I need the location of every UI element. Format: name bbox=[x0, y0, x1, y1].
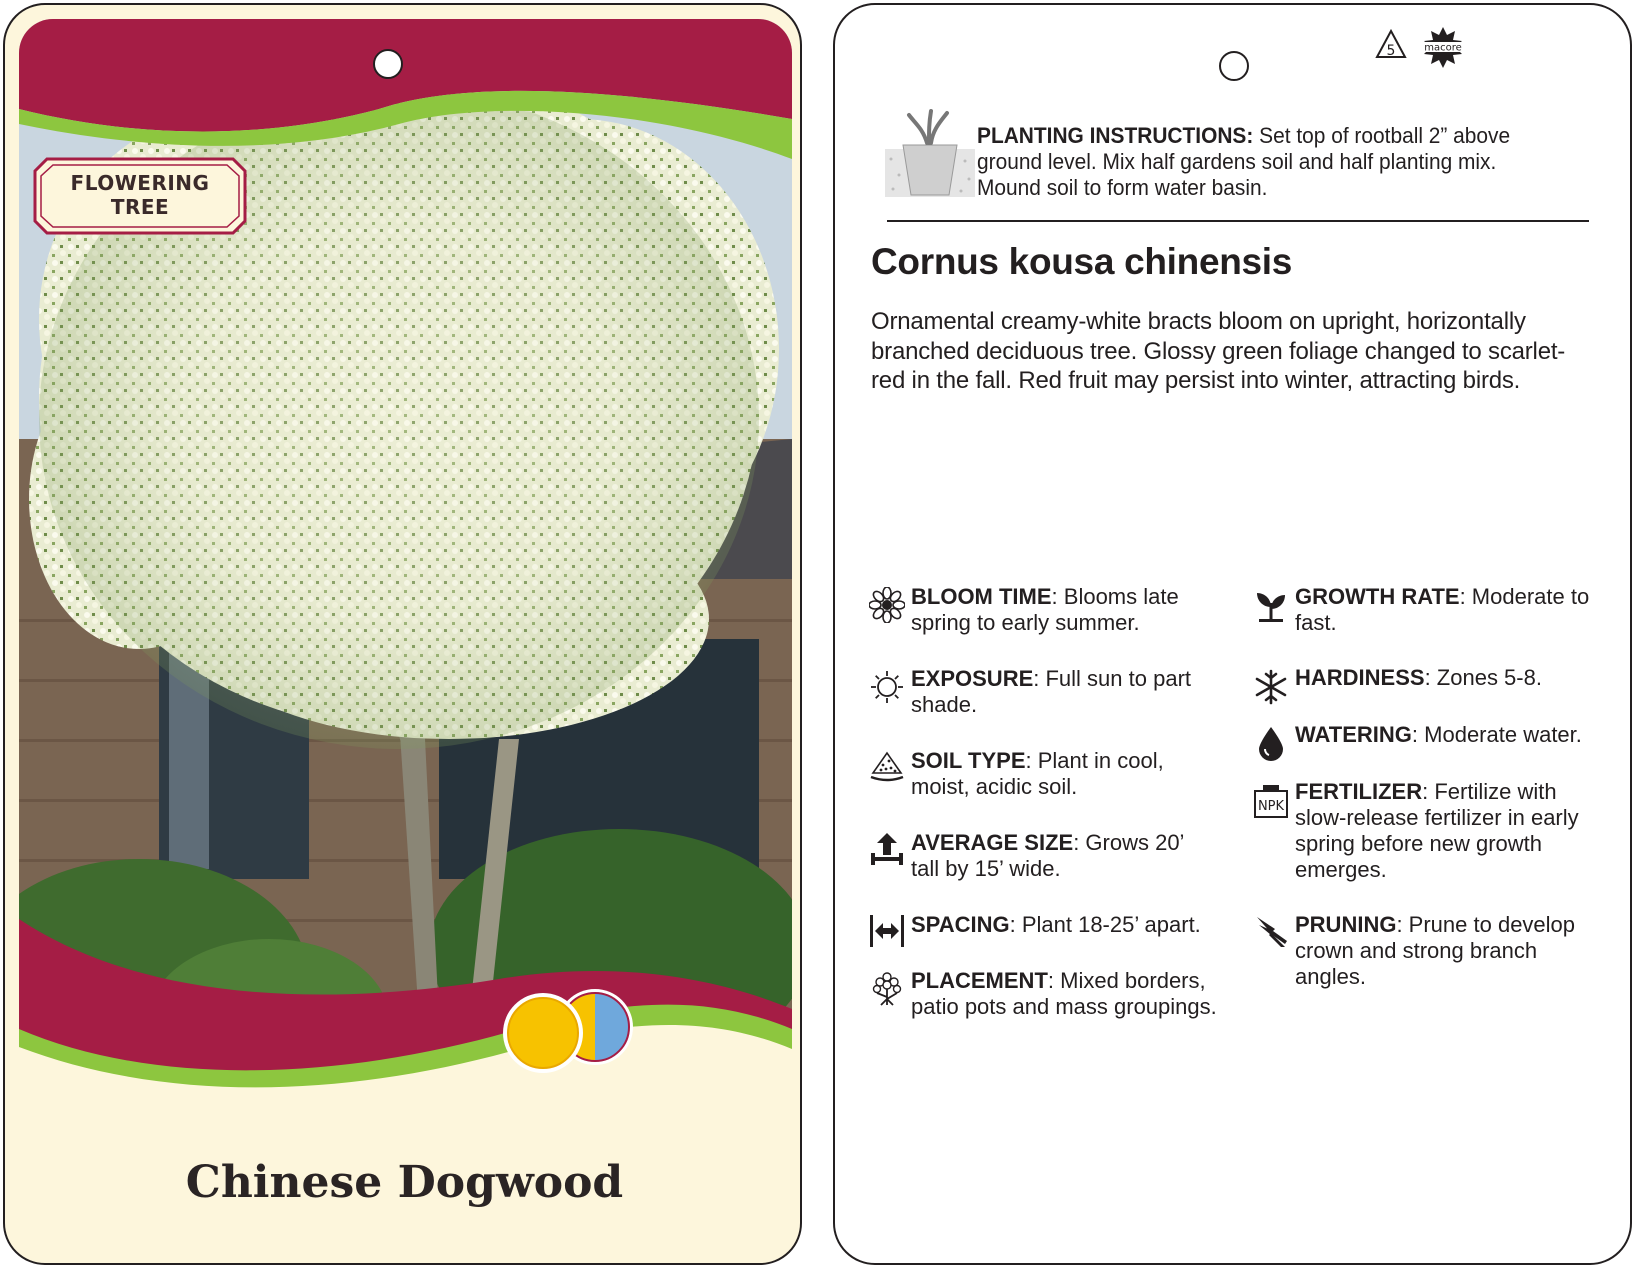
attr-label: EXPOSURE bbox=[911, 666, 1034, 691]
attr-average-size bbox=[911, 830, 1211, 882]
attr-value: : Fertilize with slow-release fertilizer in early spring before new growth emerges. bbox=[1295, 779, 1579, 882]
attr-value: : Plant in cool, moist, acidic soil. bbox=[911, 748, 1164, 799]
planting-pot-icon bbox=[885, 109, 975, 201]
plant-description: Ornamental creamy-white bracts bloom on upright, horizontally branched deciduous tree. Glossy green foliage changed to scarlet-red in the fall. Red fruit may persist into winter, attracting birds. bbox=[871, 308, 1566, 394]
brand-name: macore bbox=[1424, 42, 1462, 54]
attr-value: : Moderate to fast. bbox=[1295, 584, 1590, 635]
attr-exposure bbox=[911, 666, 1211, 718]
pruners-icon bbox=[1253, 913, 1289, 949]
attr-label: PRUNING bbox=[1295, 912, 1397, 937]
sprout-icon bbox=[1253, 587, 1289, 623]
attr-label: BLOOM TIME bbox=[911, 584, 1052, 609]
hang-hole bbox=[373, 49, 403, 79]
recycle-number: 5 bbox=[1386, 43, 1396, 59]
attr-label: PLACEMENT bbox=[911, 968, 1048, 993]
water-drop-icon bbox=[1253, 725, 1289, 761]
attr-label: HARDINESS bbox=[1295, 665, 1425, 690]
attr-placement bbox=[911, 968, 1231, 1020]
exposure-icons bbox=[499, 985, 639, 1075]
attr-value: : Grows 20’ tall by 15’ wide. bbox=[911, 830, 1184, 881]
recycle-and-brand-logos bbox=[1373, 25, 1473, 69]
placement-icon bbox=[869, 971, 905, 1007]
category-badge-text bbox=[33, 171, 247, 219]
snowflake-icon bbox=[1253, 669, 1289, 705]
attr-value: : Moderate water. bbox=[1411, 722, 1582, 747]
common-name: Chinese Dogwood bbox=[185, 1157, 624, 1208]
attr-value: : Mixed borders, patio pots and mass groupings. bbox=[911, 968, 1217, 1019]
attr-growth-rate bbox=[1295, 584, 1605, 636]
attr-pruning bbox=[1295, 912, 1605, 990]
planting-instructions bbox=[977, 123, 1547, 201]
attr-value: : Prune to develop crown and strong branch angles. bbox=[1295, 912, 1576, 989]
height-arrow-icon bbox=[869, 831, 905, 867]
attr-label: SPACING bbox=[911, 912, 1010, 937]
attr-hardiness bbox=[1295, 665, 1605, 691]
full-sun-icon bbox=[503, 993, 583, 1073]
botanical-name: Cornus kousa chinensis bbox=[871, 241, 1293, 282]
planting-label: PLANTING INSTRUCTIONS: bbox=[977, 123, 1254, 148]
flower-icon bbox=[869, 587, 905, 623]
planting-text: Set top of rootball 2” above ground level. Mix half gardens soil and half planting mix. Mound soil to form water basin. bbox=[977, 123, 1511, 200]
badge-line-2: TREE bbox=[110, 195, 170, 219]
attr-label: GROWTH RATE bbox=[1295, 584, 1460, 609]
attr-value: : Blooms late spring to early summer. bbox=[911, 584, 1179, 635]
attr-label: WATERING bbox=[1295, 722, 1412, 747]
npk-icon bbox=[1253, 783, 1289, 819]
npk-text: NPK bbox=[1257, 799, 1285, 814]
soil-icon bbox=[869, 749, 905, 785]
attr-label: AVERAGE SIZE bbox=[911, 830, 1074, 855]
front-plant-tag bbox=[3, 3, 802, 1265]
attr-label: FERTILIZER bbox=[1295, 779, 1423, 804]
attr-bloom-time bbox=[911, 584, 1211, 636]
hang-hole bbox=[1219, 51, 1249, 81]
attr-label: SOIL TYPE bbox=[911, 748, 1026, 773]
sun-icon bbox=[869, 669, 905, 705]
attr-value: : Zones 5-8. bbox=[1424, 665, 1542, 690]
attr-spacing bbox=[911, 912, 1231, 938]
macore-logo bbox=[1424, 27, 1462, 68]
attr-value: : Plant 18-25’ apart. bbox=[1009, 912, 1201, 937]
attr-fertilizer bbox=[1295, 779, 1605, 883]
divider bbox=[887, 220, 1589, 222]
spacing-arrow-icon bbox=[869, 913, 905, 949]
badge-line-1: FLOWERING bbox=[70, 171, 210, 195]
attr-soil-type bbox=[911, 748, 1211, 800]
back-plant-tag bbox=[833, 3, 1632, 1265]
attr-watering bbox=[1295, 722, 1625, 748]
attr-value: : Full sun to part shade. bbox=[911, 666, 1192, 717]
